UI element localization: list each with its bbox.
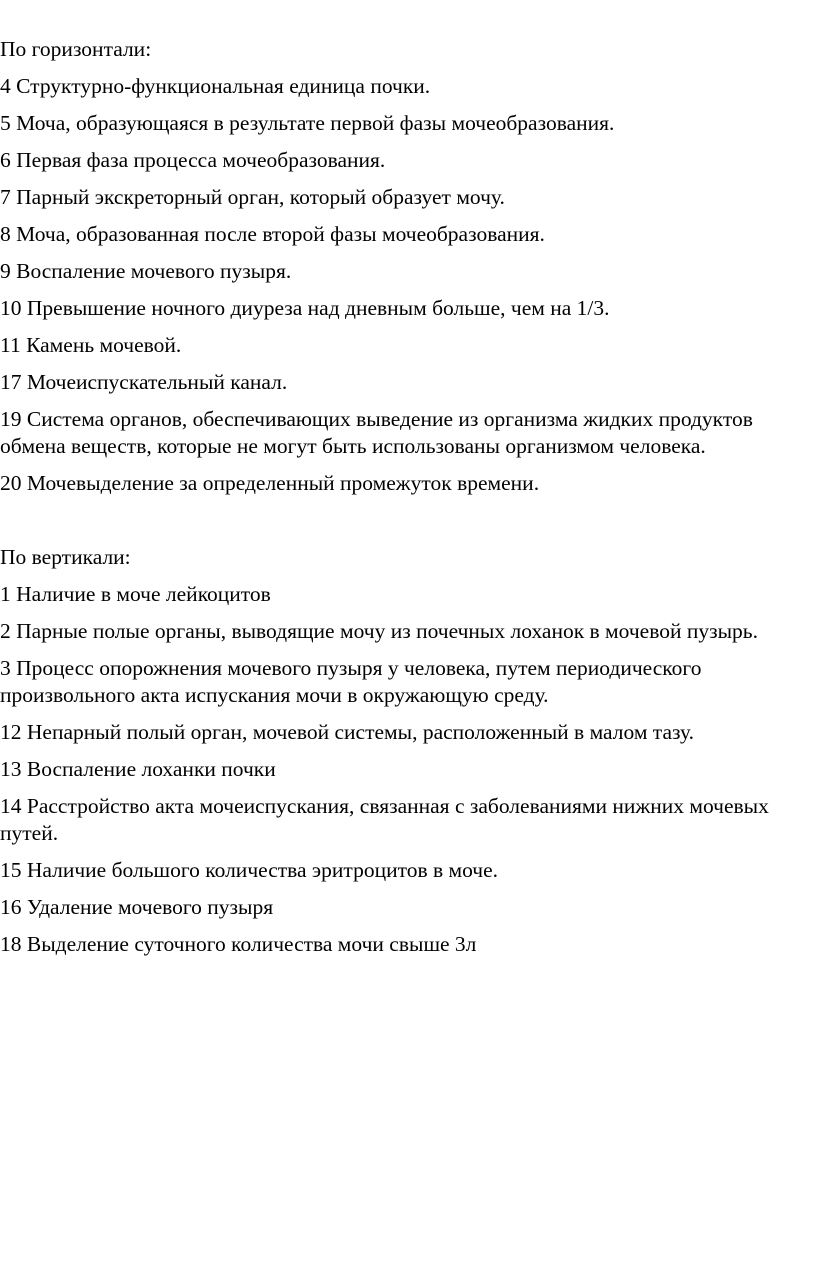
clue-item: 2 Парные полые органы, выводящие мочу из почечных лоханок в мочевой пузырь. [0,619,758,643]
clue-item: 3 Процесс опорожнения мочевого пузыря у человека, путем периодического произвольного акта испускания мочи в окружающую среду. [0,656,702,707]
clue-item: 4 Структурно-функциональная единица почки. [0,74,431,98]
clue-item: 15 Наличие большого количества эритроцитов в моче. [0,858,499,882]
clue-item: 16 Удаление мочевого пузыря [0,895,274,919]
clue-item: 10 Превышение ночного диуреза над дневным больше, чем на 1/3. [0,296,610,320]
clue-item: 18 Выделение суточного количества мочи свыше 3л [0,932,477,956]
clue-item: 5 Моча, образующаяся в результате первой фазы мочеобразования. [0,111,615,135]
clue-item: 12 Непарный полый орган, мочевой системы, расположенный в малом тазу. [0,720,695,744]
section-spacer [0,497,800,534]
clue-item: 8 Моча, образованная после второй фазы мочеобразования. [0,222,545,246]
clue-item: 14 Расстройство акта мочеиспускания, связанная с заболеваниями нижних мочевых путей. [0,794,769,845]
clue-item: 19 Система органов, обеспечивающих выведение из организма жидких продуктов обмена веществ, которые не могут быть использованы организмом человека. [0,407,753,458]
clue-item: 11 Камень мочевой. [0,333,182,357]
clue-item: 7 Парный экскреторный орган, который образует мочу. [0,185,505,209]
vertical-heading: По вертикали: [0,545,131,569]
clue-item: 1 Наличие в моче лейкоцитов [0,582,271,606]
clue-item: 6 Первая фаза процесса мочеобразования. [0,148,386,172]
crossword-clues-document [0,36,800,958]
horizontal-heading: По горизонтали: [0,37,152,61]
clue-item: 9 Воспаление мочевого пузыря. [0,259,292,283]
clue-item: 20 Мочевыделение за определенный промежуток времени. [0,471,540,495]
clue-item: 17 Мочеиспускательный канал. [0,370,288,394]
clue-item: 13 Воспаление лоханки почки [0,757,276,781]
vertical-clues-section [0,544,800,958]
horizontal-clues-section [0,36,800,497]
